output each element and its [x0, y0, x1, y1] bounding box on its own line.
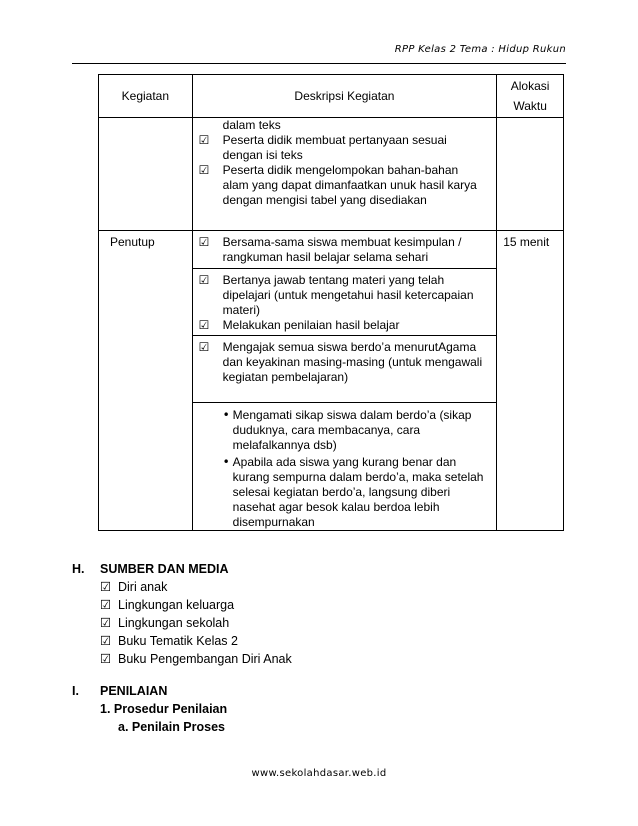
list-item: ☑ Peserta didik mengelompokan bahan-bahan alam yang dapat dimanfaatkan unuk hasil karya dengan mengisi tabel yang disediakan: [193, 163, 497, 208]
list-item: ☑ Diri anak: [100, 579, 168, 594]
section-letter: I.: [72, 684, 79, 698]
list-item: ☑ Mengajak semua siswa berdo’a menurutAgama dan keyakinan masing-masing (untuk mengawali kegiatan pembelajaran): [193, 340, 497, 385]
bullet-icon: •: [222, 408, 230, 422]
list-item: ☑ Lingkungan keluarga: [100, 597, 235, 612]
list-item: ☑ Bersama-sama siswa membuat kesimpulan / rangkuman hasil belajar selama sehari: [193, 235, 497, 265]
checkbox-icon: ☑: [198, 318, 210, 332]
checkbox-icon: ☑: [198, 235, 210, 249]
list-item: ☑ Bertanya jawab tentang materi yang telah dipelajari (untuk mengetahui hasil ketercapaian materi): [193, 273, 497, 318]
checkbox-icon: ☑: [100, 633, 112, 648]
header-alokasi-line1: Alokasi: [510, 79, 550, 93]
continued-text: dalam teks: [222, 118, 281, 132]
checkbox-icon: ☑: [100, 615, 112, 630]
section-heading: [72, 560, 552, 578]
checkbox-icon: ☑: [100, 651, 112, 666]
section-heading: [72, 682, 552, 700]
checkbox-icon: ☑: [198, 273, 210, 287]
checkbox-icon: ☑: [198, 163, 210, 177]
page-footer: www.sekolahdasar.web.id: [251, 768, 387, 779]
penutup-label: Penutup: [99, 231, 193, 531]
section-penilaian: [72, 682, 552, 736]
header-kegiatan: Kegiatan: [99, 75, 193, 118]
header-alokasi: [497, 75, 564, 118]
header-deskripsi: Deskripsi Kegiatan: [192, 75, 497, 118]
header-divider: [72, 63, 566, 64]
section-title: PENILAIAN: [100, 684, 168, 698]
list-item: [193, 118, 497, 133]
list-item: ☑ Peserta didik membuat pertanyaan sesuai dengan isi teks: [193, 133, 497, 163]
page-header: RPP Kelas 2 Tema : Hidup Rukun: [394, 44, 566, 55]
penutup-block2: [192, 269, 497, 336]
table-row: [99, 231, 564, 269]
subheading-prosedur: 1. Prosedur Penilaian: [100, 702, 228, 716]
activity-table: [98, 74, 564, 531]
checkbox-icon: ☑: [198, 340, 210, 354]
list-item: ☑ Lingkungan sekolah: [100, 615, 230, 630]
list-item: ☑ Buku Tematik Kelas 2: [100, 633, 238, 648]
subheading-proses: a. Penilain Proses: [118, 720, 225, 734]
checkbox-icon: ☑: [198, 133, 210, 147]
list-item: ☑ Buku Pengembangan Diri Anak: [100, 651, 292, 666]
bullet-icon: •: [222, 455, 230, 469]
checkbox-icon: ☑: [100, 579, 112, 594]
list-item: • Mengamati sikap siswa dalam berdo’a (sikap duduknya, cara membacanya, cara melafalkannya dsb): [193, 408, 497, 453]
row1-kegiatan: [99, 118, 193, 231]
list-item: • Apabila ada siswa yang kurang benar dan kurang sempurna dalam berdo’a, maka setelah selesai kegiatan berdo’a, langsung diberi nasehat agar besok kalau berdoa lebih disempurnakan: [193, 455, 497, 530]
section-title: SUMBER DAN MEDIA: [100, 562, 229, 576]
penutup-block3: [192, 336, 497, 403]
section-sumber-media: [72, 560, 552, 668]
row1-deskripsi: [192, 118, 497, 231]
penutup-block1: [192, 231, 497, 269]
table-row: [99, 118, 564, 231]
list-item: ☑ Melakukan penilaian hasil belajar: [193, 318, 497, 333]
checkbox-icon: ☑: [100, 597, 112, 612]
penutup-waktu: 15 menit: [497, 231, 564, 531]
section-letter: H.: [72, 562, 85, 576]
penutup-block4: [192, 403, 497, 531]
header-alokasi-line2: Waktu: [513, 99, 547, 113]
table-header-row: [99, 75, 564, 118]
row1-waktu: [497, 118, 564, 231]
